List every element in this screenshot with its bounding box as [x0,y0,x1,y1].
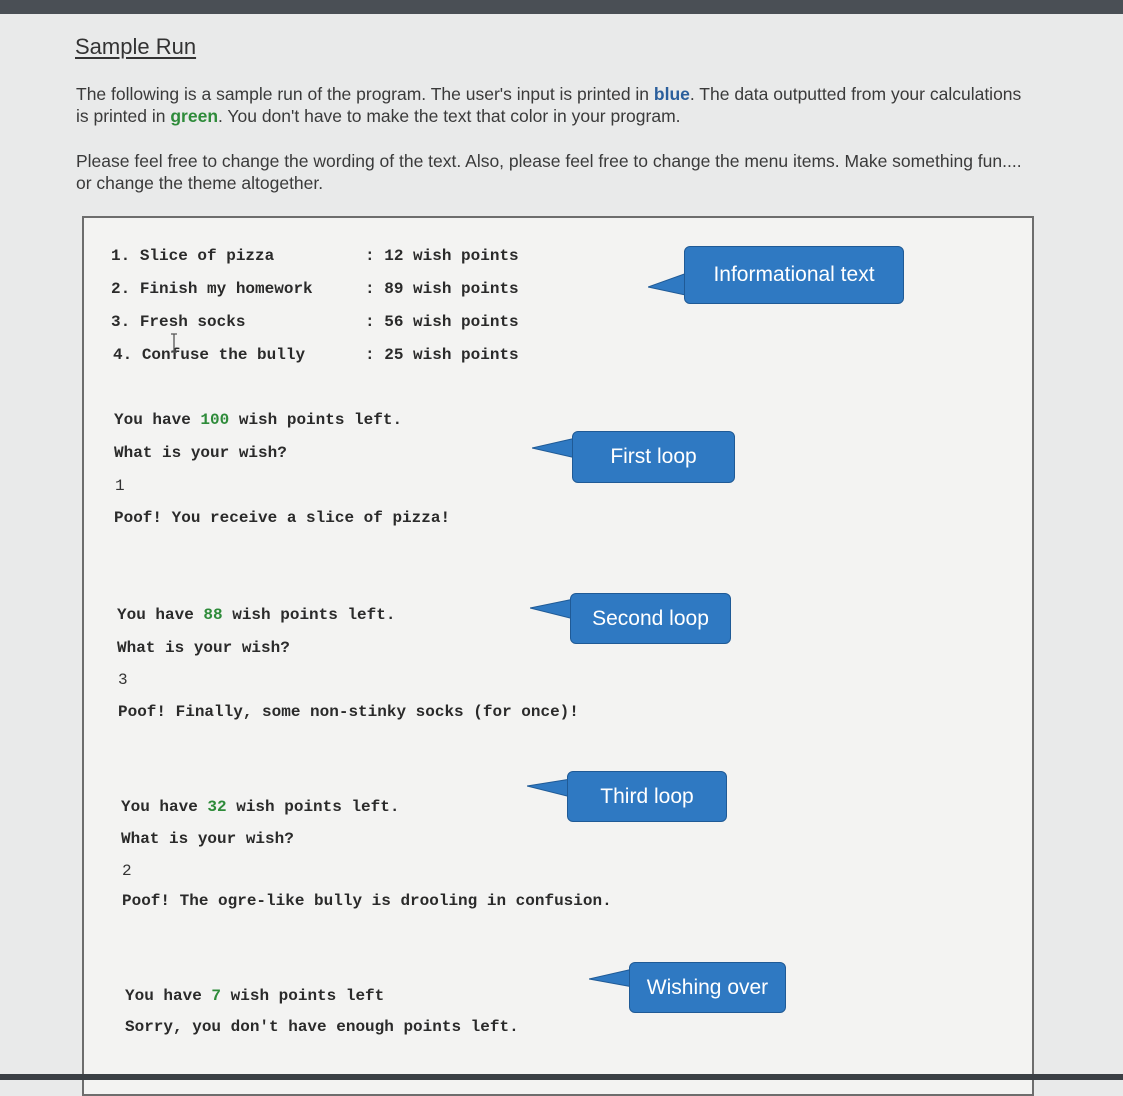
instructions-paragraph: Please feel free to change the wording of the text. Also, please feel free to change the menu items. Make something fun.... or change the theme altogether. [76,151,1022,193]
first-loop-callout: First loop [572,431,735,483]
wish-prompt-2: What is your wish? [117,639,290,657]
points-left-line-2: You have 88 wish points left. [117,606,396,624]
menu-points-4: : 25 wish points [365,346,519,364]
intro-paragraph [76,83,1026,127]
intro-text-3: . You don't have to make the text that color in your program. [218,106,681,126]
window-bottom-bar [0,1074,1123,1080]
points-left-line-3: You have 32 wish points left. [121,798,400,816]
blue-keyword: blue [653,84,690,104]
wish-prompt-1: What is your wish? [114,444,287,462]
result-line-3: Poof! The ogre-like bully is drooling in confusion. [122,892,612,910]
menu-item-4: 4. Confuse the bully [113,346,306,364]
wishing-over-callout: Wishing over [629,962,786,1013]
first-loop-callout-pointer [532,436,576,462]
menu-points-1: : 12 wish points [365,247,519,265]
result-line-1: Poof! You receive a slice of pizza! [114,509,451,527]
second-loop-callout: Second loop [570,593,731,644]
intro-text-2: . The data outputted from your calculations is printed in [76,84,1022,126]
green-keyword: green [170,106,219,126]
third-loop-callout-pointer [527,777,571,801]
result-line-2: Poof! Finally, some non-stinky socks (for once)! [118,703,579,721]
menu-points-3: : 56 wish points [365,313,519,331]
second-loop-callout-pointer [530,597,574,623]
informational-text-callout: Informational text [684,246,904,304]
text-cursor-icon [170,333,178,353]
menu-item-2: 2. Finish my homework [111,280,313,298]
menu-points-2: : 89 wish points [365,280,519,298]
user-input-3: 2 [122,862,132,880]
third-loop-callout: Third loop [567,771,727,822]
wish-prompt-3: What is your wish? [121,830,294,848]
user-input-2: 3 [118,671,128,689]
user-input-1: 1 [115,477,125,495]
window-top-bar [0,0,1123,14]
not-enough-points-message: Sorry, you don't have enough points left. [125,1018,519,1036]
wishing-over-callout-pointer [589,967,633,991]
points-left-line-1: You have 100 wish points left. [114,411,403,429]
intro-text-1: The following is a sample run of the program. The user's input is printed in [76,84,654,104]
points-left-final: You have 7 wish points left [125,987,385,1005]
menu-item-3: 3. Fresh socks [111,313,246,331]
menu-item-1: 1. Slice of pizza [111,247,275,265]
page-title: Sample Run [75,34,197,59]
